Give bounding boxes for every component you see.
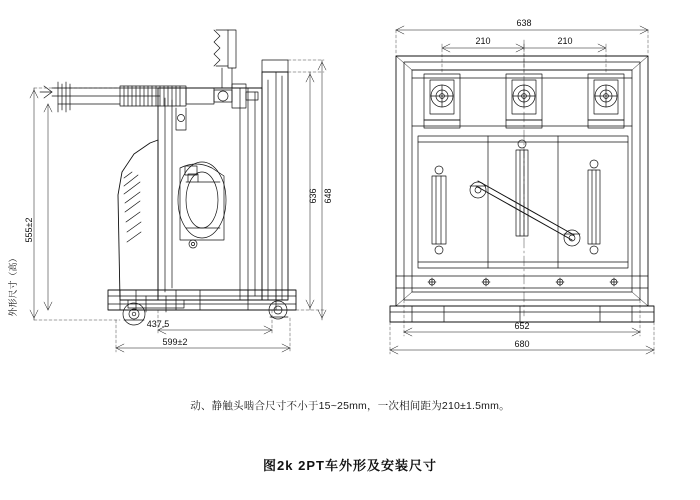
left-side-view [30,30,326,352]
dim-680: 680 [514,339,530,349]
dim-638: 638 [516,18,532,28]
dim-437-5: 437.5 [146,319,170,329]
dim-210-left: 210 [475,36,491,46]
dim-648: 648 [323,188,333,204]
right-front-view [390,26,654,354]
drawing-note: 动、静触头啮合尺寸不小于15~25mm，一次相间距为210±1.5mm。 [190,400,510,412]
figure-caption: 图2k 2PT车外形及安装尺寸 [263,458,437,473]
bushing-right [588,74,624,128]
dim-599: 599±2 [162,337,188,347]
dim-210-right: 210 [557,36,573,46]
dim-636: 636 [308,188,318,204]
dim-height-note: 外形尺寸（高） [8,253,18,317]
dim-652: 652 [514,321,530,331]
dim-555: 555±2 [24,217,34,243]
bushing-left [424,74,460,128]
